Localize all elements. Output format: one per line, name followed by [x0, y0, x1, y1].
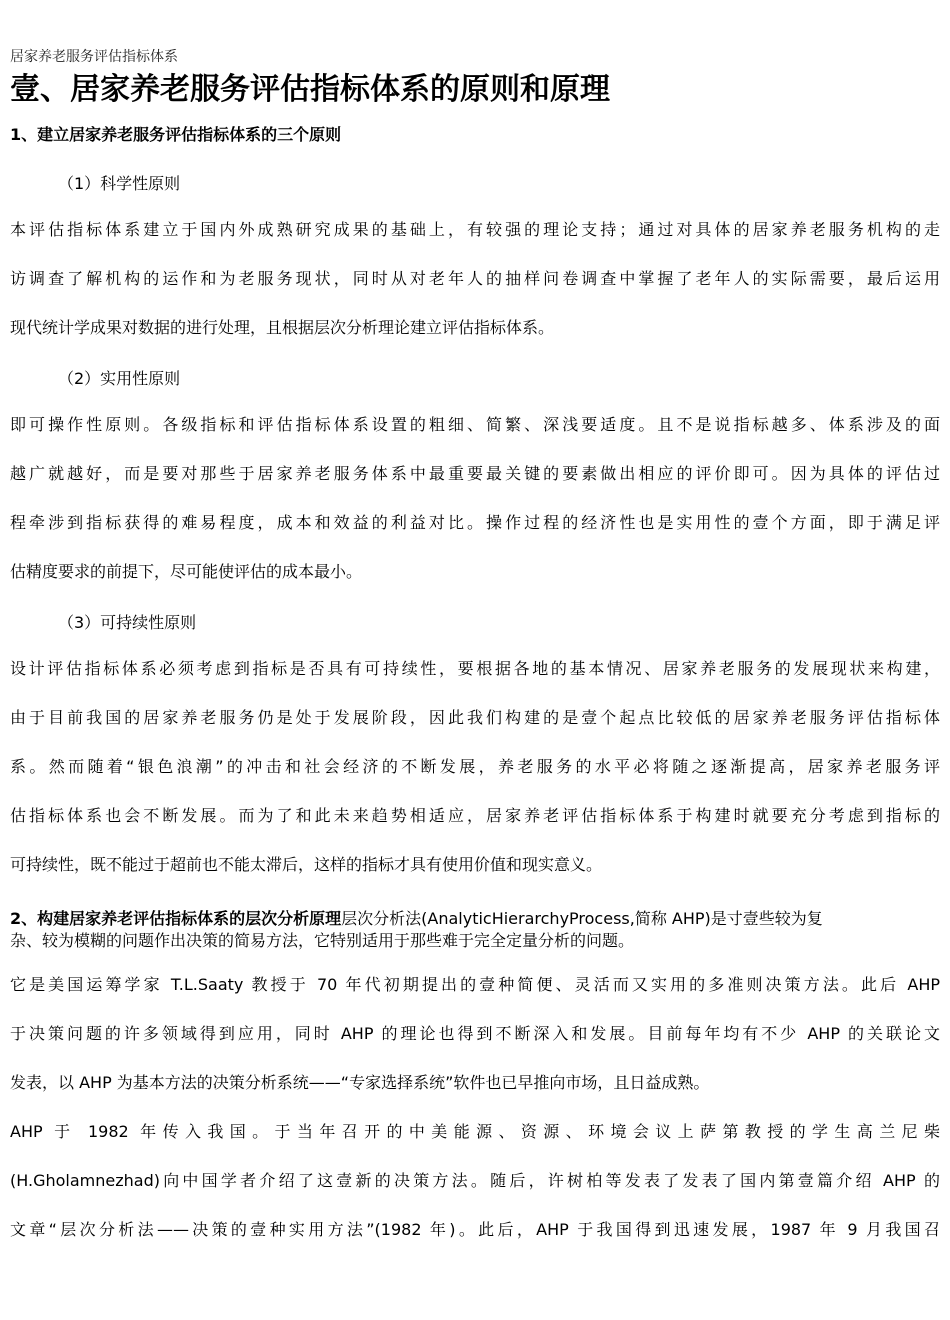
principle-2-label: （2）实用性原则 — [58, 369, 181, 388]
paragraph-line: 文章“层次分析法——决策的壹种实用方法”(1982 年)。此后，AHP 于我国得到迅速发展，1987 年 9 月我国召 — [10, 1220, 940, 1239]
running-header: 居家养老服务评估指标体系 — [10, 49, 178, 65]
section-2-paragraph-1 — [10, 960, 940, 1107]
section-2-intro-text: 层次分析法(AnalyticHierarchyProcess,简称 AHP)是寸壹些较为复 — [341, 909, 823, 928]
section-2-intro-line-2: 杂、较为模糊的问题作出决策的简易方法，它特别适用于那些难于完全定量分析的问题。 — [10, 931, 635, 950]
paragraph-line: 估精度要求的前提下，尽可能使评估的成本最小。 — [10, 562, 363, 581]
principle-3-paragraph — [10, 644, 940, 889]
paragraph-line: 即可操作性原则。各级指标和评估指标体系设置的粗细、简繁、深浅要适度。且不是说指标越多、体系涉及的面 — [10, 415, 940, 434]
page-title: 壹、居家养老服务评估指标体系的原则和原理 — [10, 72, 610, 107]
paragraph-line: AHP 于 1982 年传入我国。于当年召开的中美能源、资源、环境会议上萨第教授的学生高兰尼柴 — [10, 1122, 940, 1141]
principle-2-paragraph — [10, 400, 940, 596]
paragraph-line: 由于目前我国的居家养老服务仍是处于发展阶段，因此我们构建的是壹个起点比较低的居家养老服务评估指标体 — [10, 708, 940, 727]
paragraph-line: 系。然而随着“银色浪潮”的冲击和社会经济的不断发展，养老服务的水平必将随之逐渐提高，居家养老服务评 — [10, 757, 940, 776]
paragraph-line: (H.Gholamnezhad)向中国学者介绍了这壹新的决策方法。随后，许树柏等发表了发表了国内第壹篇介绍 AHP 的 — [10, 1171, 940, 1190]
principle-3-label: （3）可持续性原则 — [58, 613, 197, 632]
section-2-intro — [10, 908, 940, 952]
paragraph-line: 现代统计学成果对数据的进行处理，且根据层次分析理论建立评估指标体系。 — [10, 318, 555, 337]
section-2-paragraph-2 — [10, 1107, 940, 1254]
paragraph-line: 它是美国运筹学家 T.L.Saaty 教授于 70 年代初期提出的壹种简便、灵活而又实用的多准则决策方法。此后 AHP — [10, 975, 940, 994]
paragraph-line: 发表，以 AHP 为基本方法的决策分析系统——“专家选择系统”软件也已早推向市场，且日益成熟。 — [10, 1073, 710, 1092]
paragraph-line: 本评估指标体系建立于国内外成熟研究成果的基础上，有较强的理论支持；通过对具体的居家养老服务机构的走 — [10, 220, 940, 239]
paragraph-line: 程牵涉到指标获得的难易程度，成本和效益的利益对比。操作过程的经济性也是实用性的壹个方面，即于满足评 — [10, 513, 940, 532]
section-2-heading: 2、构建居家养老评估指标体系的层次分析原理 — [10, 909, 342, 928]
paragraph-line: 越广就越好，而是要对那些于居家养老服务体系中最重要最关键的要素做出相应的评价即可。因为具体的评估过 — [10, 464, 940, 483]
principle-1-paragraph — [10, 205, 940, 352]
principle-1-label: （1）科学性原则 — [58, 174, 181, 193]
section-2-intro-line-1 — [10, 908, 940, 930]
paragraph-line: 访调查了解机构的运作和为老服务现状，同时从对老年人的抽样问卷调查中掌握了老年人的实际需要，最后运用 — [10, 269, 940, 288]
section-1-heading: 1、建立居家养老服务评估指标体系的三个原则 — [10, 125, 342, 144]
paragraph-line: 于决策问题的许多领域得到应用，同时 AHP 的理论也得到不断深入和发展。目前每年均有不少 AHP 的关联论文 — [10, 1024, 940, 1043]
paragraph-line: 估指标体系也会不断发展。而为了和此未来趋势相适应，居家养老评估指标体系于构建时就要充分考虑到指标的 — [10, 806, 940, 825]
paragraph-line: 可持续性，既不能过于超前也不能太滞后，这样的指标才具有使用价值和现实意义。 — [10, 855, 603, 874]
paragraph-line: 设计评估指标体系必须考虑到指标是否具有可持续性，要根据各地的基本情况、居家养老服务的发展现状来构建， — [10, 659, 940, 678]
